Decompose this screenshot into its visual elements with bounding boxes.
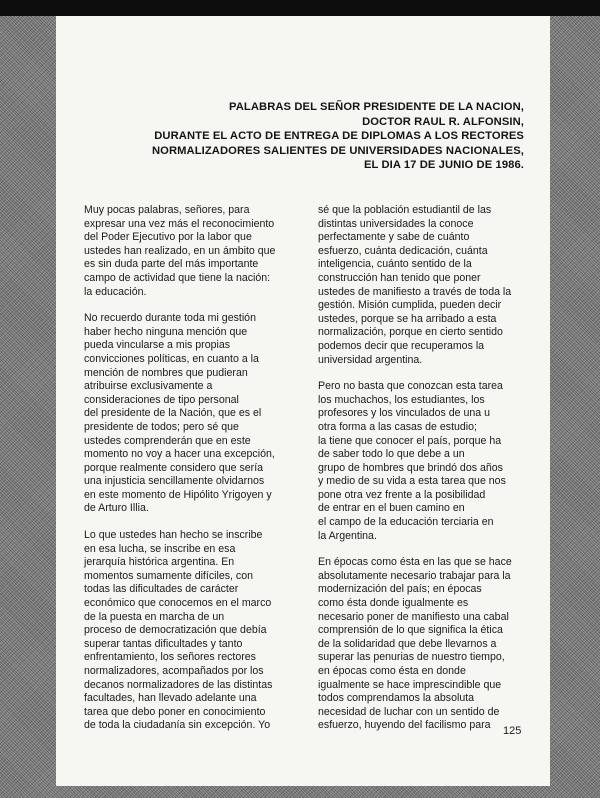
title-line: DURANTE EL ACTO DE ENTREGA DE DIPLOMAS A LOS RECTORES bbox=[154, 130, 524, 142]
body-paragraph: Pero no basta que conozcan esta tarea los muchachos, los estudiantes, los profesores y los vinculados de una u otra forma a las casas de estudio; la tiene que conocer el país, porque ha de saber todo lo que debe a un grupo de hombres que brindó dos años y medio de su vida a esta tarea que nos pone otra vez frente a la posibilidad de entrar en el buen camino en el campo de la educación terciaria en la Argentina. bbox=[318, 380, 506, 542]
body-paragraph: Muy pocas palabras, señores, para expresar una vez más el reconocimiento del Poder Ejecutivo por la labor que ustedes han realizado, en un ámbito que es sin duda parte del más importante campo de actividad que tiene la nación: la educación. bbox=[84, 204, 276, 298]
title-line: PALABRAS DEL SEÑOR PRESIDENTE DE LA NACION, bbox=[229, 101, 524, 113]
body-paragraph: No recuerdo durante toda mi gestión haber hecho ninguna mención que pueda vincularse a mis propias convicciones políticas, en cuanto a la mención de nombres que pudieran atribuirse exclusivamente a consideraciones de tipo personal del presidente de la Nación, que es el presidente de todos; pero sé que ustedes comprenderán que en este momento no voy a hacer una excepción, porque realmente considero que sería una injusticia sencillamente olvidarnos en este momento de Hipólito Yrigoyen y de Arturo Illia. bbox=[84, 312, 275, 515]
right-column bbox=[318, 204, 532, 746]
body-paragraph: En épocas como ésta en las que se hace absolutamente necesario trabajar para la modernización del país; en épocas como ésta donde igualmente es necesario poner de manifiesto una cabal comprensión de lo que significa la ética de la solidaridad que debe llevarnos a superar las penurias de nuestro tiempo, en épocas como ésta en donde igualmente se hace imprescindible que todos comprendamos la absoluta necesidad de luchar con un sentido de esfuerzo, huyendo del facilismo para bbox=[318, 556, 512, 732]
body-paragraph: sé que la población estudiantil de las distintas universidades la conoce perfectamente y sabe de cuánto esfuerzo, cuánta dedicación, cuánta inteligencia, cuánto sentido de la construcción han tenido que poner ustedes de manifiesto a través de toda la gestión. Misión cumplida, pueden decir ustedes, porque se ha arribado a esta normalización, porque en cierto sentido podemos decir que recuperamos la universidad argentina. bbox=[318, 204, 512, 366]
body-paragraph: Lo que ustedes han hecho se inscribe en esa lucha, se inscribe en esa jerarquía histórica argentina. En momentos sumamente difíciles, con todas las dificultades de carácter económico que conocemos en el marco de la puesta en marcha de un proceso de democratización que debía superar tantas dificultades y tanto enfrentamiento, los señores rectores normalizadores, acompañados por los decanos normalizadores de las distintas facultades, han llevado adelante una tarea que debo poner en conocimiento de toda la ciudadanía sin excepción. Yo bbox=[84, 529, 273, 732]
title-line: NORMALIZADORES SALIENTES DE UNIVERSIDADES NACIONALES, bbox=[151, 144, 524, 157]
document-page bbox=[56, 16, 550, 786]
scan-top-border bbox=[0, 0, 600, 16]
title-line: DOCTOR RAUL R. ALFONSIN, bbox=[362, 115, 524, 128]
speech-title bbox=[104, 100, 524, 173]
page-number: 125 bbox=[503, 725, 522, 737]
left-column bbox=[84, 204, 292, 746]
title-line: EL DIA 17 DE JUNIO DE 1986. bbox=[363, 159, 524, 171]
